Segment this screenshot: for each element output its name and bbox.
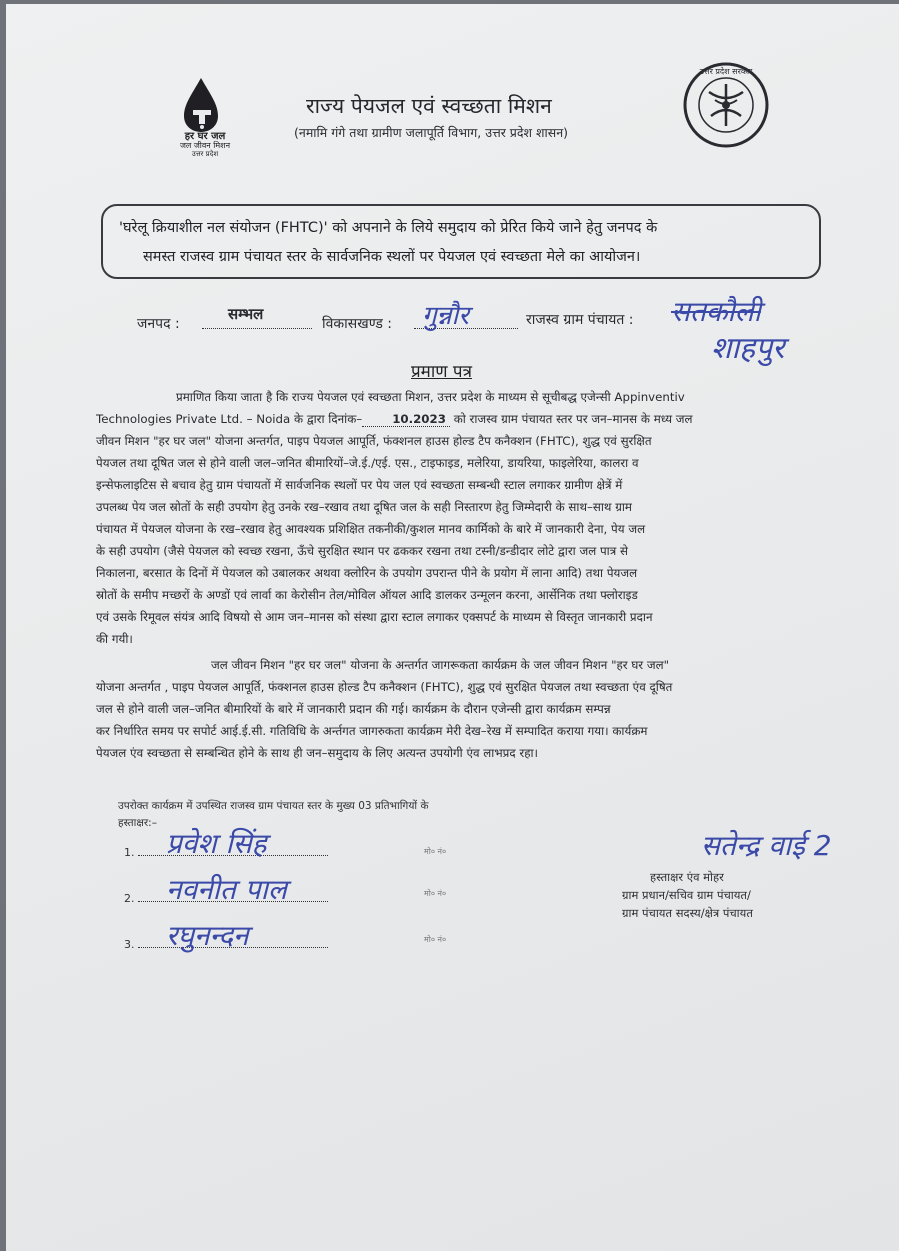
mobile-label: मो० नं० [424, 935, 447, 944]
block-value: गुन्नौर [422, 301, 469, 331]
panchayat-value-struck: सतकौली [671, 295, 761, 328]
participants-intro: उपरोक्त कार्यक्रम में उपस्थित राजस्व ग्राम पंचायत स्तर के मुख्य 03 प्रतिभागियों के [118, 800, 429, 812]
participants-sig-label: हस्ताक्षर:– [118, 817, 157, 829]
para1-line-6: उपलब्ध पेय जल स्रोतों के सही उपयोग हेतु उनके रख–रखाव तथा दूषित जल के सही निस्तारण हेतु जिम्मेदारी के साथ–साथ ग्राम [96, 500, 632, 514]
para2-line-2: योजना अन्तर्गत , पाइप पेयजल आपूर्ति, फंक्शनल हाउस होल्ड टैप कनैक्शन (FHTC), शुद्ध एवं सुरक्षित पेयजल तथा स्वच्छता एंव दूषित [96, 680, 673, 694]
panchayat-value: शाहपुर [711, 331, 785, 366]
logo-caption-1: हर घर जल [184, 131, 226, 142]
banner-line-2: समस्त राजस्व ग्राम पंचायत स्तर के सार्वजनिक स्थलों पर पेयजल एवं स्वच्छता मेले का आयोजन। [143, 249, 641, 265]
mobile-label: मो० नं० [424, 889, 447, 898]
para2-line-5: पेयजल एंव स्वच्छता से सम्बन्धित होने के साथ ही जन–समुदाय के लिए अत्यन्त उपयोगी एंव लाभप्रद रहा। [96, 746, 538, 760]
participant-num: 2. [124, 892, 135, 905]
participant-num: 1. [124, 846, 135, 859]
mobile-label: मो० नं० [424, 847, 447, 856]
participant-num: 3. [124, 938, 135, 951]
authority-line-1: हस्ताक्षर एंव मोहर [650, 870, 724, 884]
participant-signature: नवनीत पाल [166, 873, 287, 906]
authority-line-2: ग्राम प्रधान/सचिव ग्राम पंचायत/ [622, 888, 751, 902]
para1-line-5: इन्सेफलाइटिस से बचाव हेतु ग्राम पंचायतों में सार्वजनिक स्थलों पर पेय जल एवं स्वच्छता सम्बन्धी स्टाल लगाकर ग्रामीण क्षेत्रें में [96, 478, 623, 492]
authority-signature: सतेन्द्र वाई 2 [701, 829, 832, 862]
block-label: विकासखण्ड : [322, 316, 393, 332]
panchayat-label: राजस्व ग्राम पंचायत : [526, 312, 634, 328]
para2-line-1: जल जीवन मिशन "हर घर जल" योजना के अन्तर्गत जागरूकता कार्यक्रम के जल जीवन मिशन "हर घर जल" [211, 658, 670, 672]
para1-line-1: प्रमाणित किया जाता है कि राज्य पेयजल एवं स्वच्छता मिशन, उत्तर प्रदेश के माध्यम से सूचीबद्ध एजेन्सी Appinventiv [176, 390, 685, 404]
para2-line-4: कर निर्धारित समय पर सपोर्ट आई.ई.सी. गतिविधि के अर्न्तगत जागरुकता कार्यक्रम मेरी देख–रेख में सम्पादित कराया गया। कार्यक्रम [96, 724, 648, 738]
district-label: जनपद : [137, 316, 180, 332]
para1-line-8: के सही उपयोग (जैसे पेयजल को स्वच्छ रखना, ऊँचे सुरक्षित स्थान पर ढककर रखना तथा टस्नी/डन्डीदार लोटे द्वारा जल पात्र से [96, 544, 628, 558]
event-date: 10.2023 [362, 412, 450, 427]
banner-line-1: 'घरेलू क्रियाशील नल संयोजन (FHTC)' को अपनाने के लिये समुदाय को प्रेरित किये जाने हेतु जनपद के [119, 220, 658, 236]
certificate-page [6, 4, 899, 1251]
participant-signature: प्रवेश सिंह [166, 827, 267, 860]
mission-title: राज्य पेयजल एवं स्वच्छता मिशन [306, 94, 552, 118]
emblem-text: उत्तर प्रदेश सरकार [699, 67, 753, 76]
district-value: सम्भल [228, 305, 264, 323]
district-field [202, 305, 312, 329]
participant-signature: रघुनन्दन [166, 919, 249, 952]
har-ghar-jal-logo [156, 74, 246, 164]
logo-caption-3: उत्तर प्रदेश [191, 150, 219, 158]
para1-line-7: पंचायत में पेयजल योजना के रख–रखाव हेतु आवश्यक प्रशिक्षित तकनीकी/कुशल मानव कार्मिको के बारे में जानकारी देना, पेय जल [96, 522, 646, 536]
para1-line-9: निकालना, बरसात के दिनों में पेयजल को उबालकर अथवा क्लोरिन के उपयोग उपरान्त पीने के प्रयोग में लाना आदि) तथा पेयजल [96, 566, 638, 580]
logo-caption-2: जल जीवन मिशन [179, 141, 231, 150]
certificate-title: प्रमाण पत्र [411, 362, 472, 382]
up-govt-emblem [671, 60, 781, 150]
para2-line-3: जल से होने वाली जल–जनित बीमारियों के बारे में जानकारी प्रदान की गई। कार्यक्रम के दौरान एजेन्सी द्वारा कार्यक्रम सम्पन्न [96, 702, 611, 716]
para1-line-12: की गयी। [96, 632, 133, 646]
block-field [414, 301, 518, 331]
mission-subtitle: (नमामि गंगे तथा ग्रामीण जलापूर्ति विभाग, उत्तर प्रदेश शासन) [294, 125, 569, 140]
authority-line-3: ग्राम पंचायत सदस्य/क्षेत्र पंचायत [622, 906, 753, 920]
event-banner [101, 204, 821, 279]
para1-line-11: एवं उसके रिमूवल संयंत्र आदि विषयो से आम जन–मानस को संस्था द्वारा स्टाल लगाकर एक्सपर्ट के माध्यम से विस्तृत जानकारी प्रदान [96, 610, 653, 624]
para1-line-2 [96, 409, 693, 431]
para1-line-2-end: को राजस्व ग्राम पंचायत स्तर पर जन–मानस के मध्य जल [453, 412, 693, 426]
para1-line-2-start: Technologies Private Ltd. – Noida के द्वारा दिनांक– [96, 412, 363, 426]
para1-line-4: पेयजल तथा दूषित जल से होने वाली जल–जनित बीमारियों–जे.ई./एई. एस., टाइफाइड, मलेरिया, डायरिया, फाइलेरिया, कालरा व [96, 456, 639, 470]
para1-line-10: स्रोतों के समीप मच्छरों के अण्डों एवं लार्वा का केरोसीन तेल/मोविल ऑयल आदि डालकर उन्मूलन करना, आर्सेनिक तथा फ्लोराइड [96, 588, 638, 602]
para1-line-3: जीवन मिशन "हर घर जल" योजना अन्तर्गत, पाइप पेयजल आपूर्ति, फंक्शनल हाउस होल्ड टैप कनैक्शन (FHTC), शुद्ध एवं सुरक्षित [96, 434, 652, 448]
